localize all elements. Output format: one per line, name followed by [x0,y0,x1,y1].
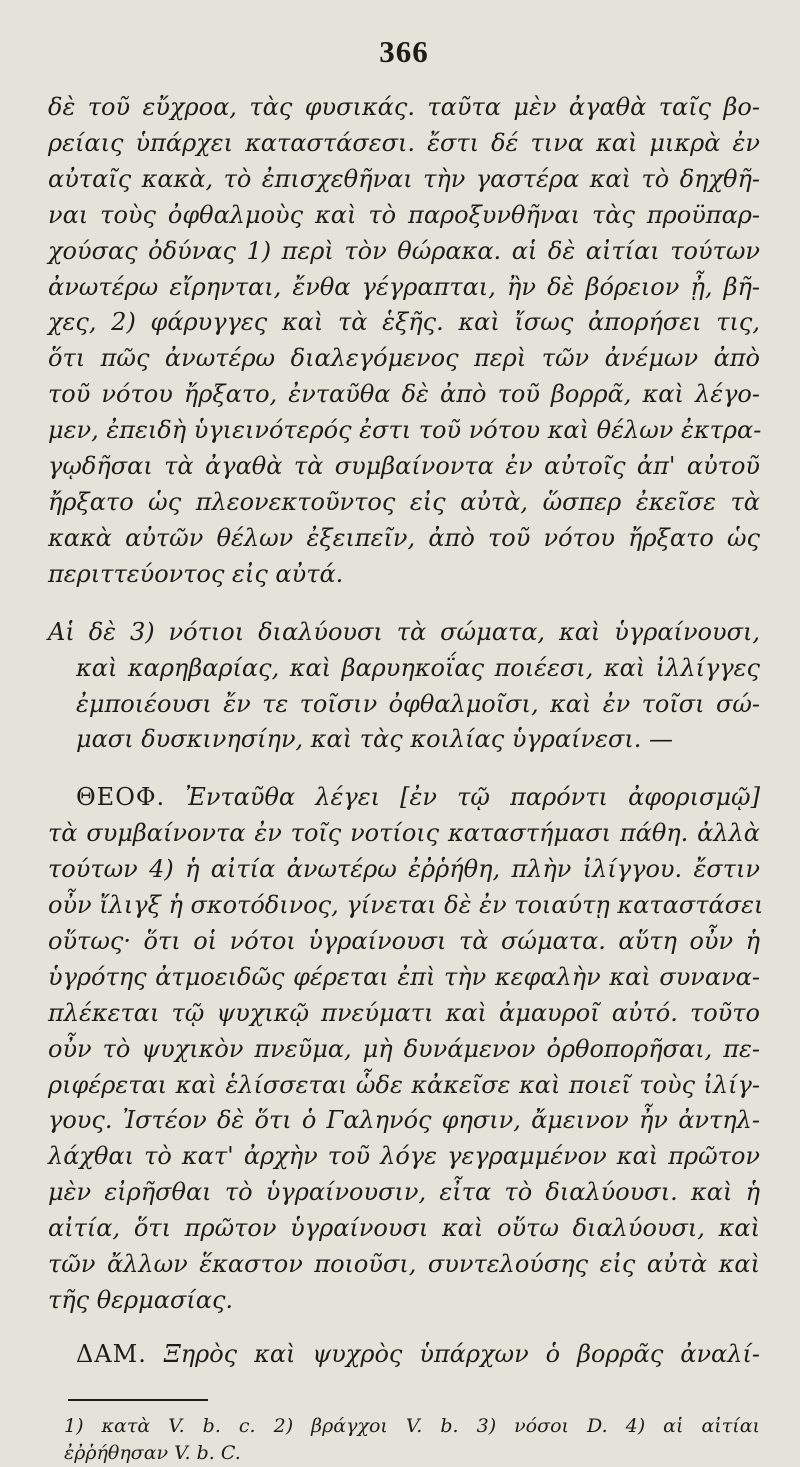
paragraph-3-commentary [48,780,764,1319]
text-line: τῶν ἄλλων ἕκαστον ποιοῦσι, συντελούσης εἰς αὐτὰ καὶ [48,1250,760,1279]
text-line: τὰ συμβαίνοντα ἐν τοῖς νοτίοις καταστήμασι πάθη. ἀλλὰ [48,819,760,848]
footnotes [48,1413,760,1467]
text-line: τούτων 4) ἡ αἰτία ἀνωτέρω ἐῤῥήθη, πλὴν ἰλίγγου. ἔστιν [48,855,760,884]
speaker-label: ΘΕΟΦ. [76,783,166,812]
text-line: ριφέρεται καὶ ἑλίσσεται ὧδε κἀκεῖσε καὶ ποιεῖ τοὺς ἰλίγ- [48,1070,760,1099]
paragraph-1 [48,90,760,593]
paragraph-4-commentary [48,1337,760,1373]
text-line: ἐμποιέουσι ἔν τε τοῖσιν ὀφθαλμοῖσι, καὶ ἐν τοῖσι σώ- [76,689,760,718]
text-line: Αἱ δὲ 3) νότιοι διαλύουσι τὰ σώματα, καὶ ὑγραίνουσι, [48,617,760,646]
text-line: τοῦ νότου ἤρξατο, ἐνταῦθα δὲ ἀπὸ τοῦ βορρᾶ, καὶ λέγο- [48,380,760,409]
text-line: λάχθαι τὸ κατ' ἀρχὴν τοῦ λόγε γεγραμμένον καὶ πρῶτον [48,1142,760,1171]
text-line: οὕτως· ὅτι οἱ νότοι ὑγραίνουσι τὰ σώματα. αὕτη οὖν ἡ [48,926,760,955]
text-line: αὐταῖς κακὰ, τὸ ἐπισχεθῆναι τὴν γαστέρα καὶ τὸ δηχθῆ- [48,164,760,193]
text-line: πλέκεται τῷ ψυχικῷ πνεύματι καὶ ἀμαυροῖ αὐτό. τοῦτο [48,998,760,1027]
text-line: γῳδῆσαι τὰ ἀγαθὰ τὰ συμβαίνοντα ἐν αὐτοῖς ἀπ' αὐτοῦ [48,452,760,481]
text-line: ναι τοὺς ὀφθαλμοὺς καὶ τὸ παροξυνθῆναι τὰς προϋπαρ- [48,200,760,229]
text-line: μασι δυσκινησίην, καὶ τὰς κοιλίας ὑγραίνεσι. — [76,725,673,754]
text-line: περιττεύοντος εἰς αὐτά. [48,559,344,588]
paragraph-2-quotation [48,615,760,759]
text-line: ἀνωτέρω εἴρηνται, ἔνθα γέγραπται, ἢν δὲ βόρειον ᾖ, βῆ- [48,272,760,301]
text-line: ρείαις ὑπάρχει καταστάσεσι. ἔστι δέ τινα καὶ μικρὰ ἐν [48,128,760,157]
text-line: γους. Ἰστέον δὲ ὅτι ὁ Γαληνός φησιν, ἄμεινον ἦν ἀντηλ- [48,1106,760,1135]
text-line: οὖν ἴλιγξ ἡ σκοτόδινος, γίνεται δὲ ἐν τοιαύτῃ καταστάσει [48,891,764,920]
text-line: μὲν εἰρῆσθαι τὸ ὑγραίνουσιν, εἶτα τὸ διαλύουσι. καὶ ἡ [48,1178,760,1207]
text-line: ὑγρότης ἀτμοειδῶς φέρεται ἐπὶ τὴν κεφαλὴν καὶ συνανα- [48,962,760,991]
text-line: χούσας ὀδύνας 1) περὶ τὸν θώρακα. αἱ δὲ αἰτίαι τούτων [48,236,760,265]
footnote-divider [68,1399,208,1401]
footnote-line: ἐῤῥήθησαν V. b. C. [64,1441,241,1464]
text-fragment: Ξηρὸς καὶ ψυχρὸς ὑπάρχων ὁ βορρᾶς ἀναλί- [163,1339,760,1368]
text-line: τῆς θερμασίας. [48,1286,234,1314]
text-line [48,1337,760,1373]
text-line: οὖν τὸ ψυχικὸν πνεῦμα, μὴ δυνάμενον ὀρθοπορῆσαι, πε- [48,1034,760,1063]
footnote-line: 1) κατὰ V. b. c. 2) βράγχοι V. b. 3) νόσοι D. 4) αἱ αἰτίαι [64,1414,760,1437]
text-line: ἤρξατο ὡς πλεονεκτοῦντος εἰς αὐτὰ, ὥσπερ ἐκεῖσε τὰ [48,487,760,516]
text-line: κακὰ αὐτῶν θέλων ἐξειπεῖν, ἀπὸ τοῦ νότου ἤρξατο ὡς [48,523,760,552]
text-fragment: Ἐνταῦθα λέγει [ἐν τῷ παρόντι ἀφορισμῷ] [185,783,760,812]
text-line: χες, 2) φάρυγγες καὶ τὰ ἑξῆς. καὶ ἴσως ἀπορήσει τις, [48,308,760,337]
text-line: δὲ τοῦ εὔχροα, τὰς φυσικάς. ταῦτα μὲν ἀγαθὰ ταῖς βο- [48,93,760,121]
text-line: καὶ καρηβαρίας, καὶ βαρυηκοΐας ποιέεσι, καὶ ἰλλίγγες [76,653,760,682]
text-line [48,780,760,816]
text-line: ὅτι πῶς ἀνωτέρω διαλεγόμενος περὶ τῶν ἀνέμων ἀπὸ [48,344,760,373]
speaker-label: ΔΑΜ. [76,1339,147,1368]
text-line: μεν, ἐπειδὴ ὑγιεινότερός ἐστι τοῦ νότου καὶ θέλων ἐκτρα- [48,416,762,445]
page-number: 366 [379,34,429,69]
text-line: αἰτία, ὅτι πρῶτον ὑγραίνουσι καὶ οὕτω διαλύουσι, καὶ [48,1214,760,1243]
